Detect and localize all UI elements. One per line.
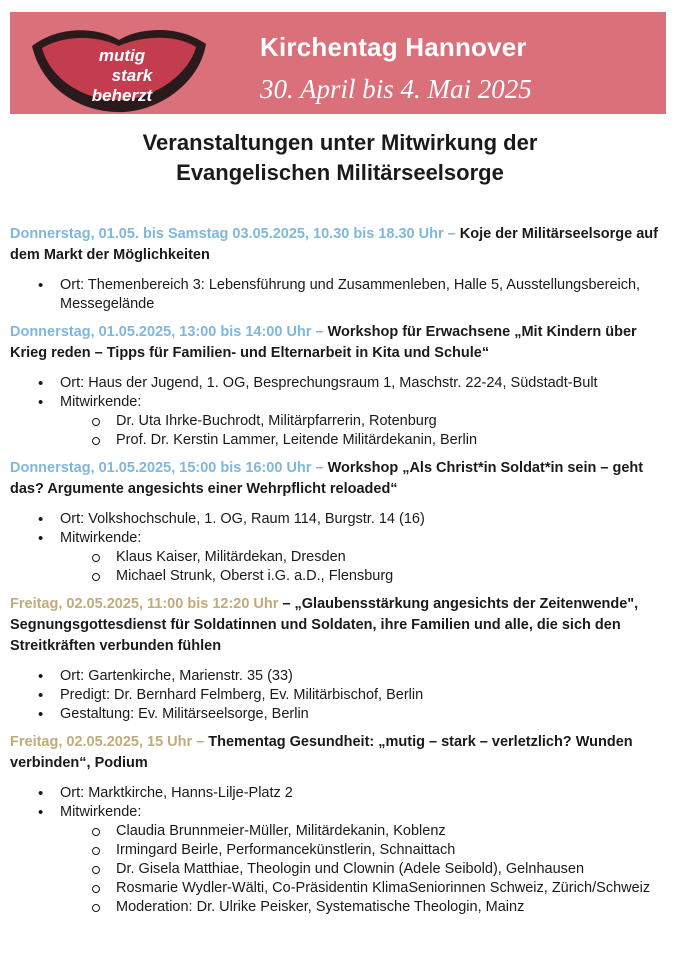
event-preacher: • Predigt: Dr. Bernhard Felmberg, Ev. Militärbischof, Berlin <box>38 686 670 705</box>
logo-word-3: beherzt <box>91 86 153 105</box>
event-participants <box>38 529 670 586</box>
banner-title: Kirchentag Hannover <box>260 32 527 62</box>
participant: Klaus Kaiser, Militärdekan, Dresden <box>90 548 670 567</box>
event-heading <box>10 732 670 774</box>
event-location: • Ort: Themenbereich 3: Lebensführung und Zusammenleben, Halle 5, Ausstellungsbereich, Messegelände <box>38 276 670 314</box>
event-what: Workshop für Erwachsene „Mit Kindern über Krieg reden – Tipps für Familien- und Elternarbeit in Kita und Schule“ <box>10 324 637 361</box>
page-title-line1: Veranstaltungen unter Mitwirkung der <box>142 130 538 155</box>
event-heading <box>10 594 670 657</box>
event-participants <box>38 393 670 450</box>
participants-label: Mitwirkende: <box>60 394 142 410</box>
event-when: Freitag, 02.05.2025, 11:00 bis 12:20 Uhr <box>10 596 279 612</box>
event-location: • Ort: Marktkirche, Hanns-Lilje-Platz 2 <box>38 784 670 803</box>
event-participants <box>38 803 670 917</box>
event-heading <box>10 322 670 364</box>
event-what: – „Glaubensstärkung angesichts der Zeitenwende", Segnungsgottesdienst für Soldatinnen und Soldaten, ihre Familien und alle, die sich den Streitkräften verbunden fühlen <box>10 596 639 654</box>
event-when: Donnerstag, 01.05.2025, 15:00 bis 16:00 Uhr – <box>10 460 324 476</box>
page-title <box>0 128 680 188</box>
participant: Dr. Uta Ihrke-Buchrodt, Militärpfarrerin, Rotenburg <box>90 412 670 431</box>
logo-word-2: stark <box>111 66 153 85</box>
event-what: Workshop „Als Christ*in Soldat*in sein – geht das? Argumente angesichts einer Wehrpflicht reloaded“ <box>10 460 644 497</box>
event-details <box>10 276 670 314</box>
event-list <box>10 224 670 925</box>
event-details <box>10 510 670 586</box>
event-when: Freitag, 02.05.2025, 15 Uhr – <box>10 734 205 750</box>
participants-list <box>60 412 670 450</box>
event-details <box>10 667 670 724</box>
event-heading <box>10 458 670 500</box>
participant: Rosmarie Wydler-Wälti, Co-Präsidentin KlimaSeniorinnen Schweiz, Zürich/Schweiz <box>90 879 670 898</box>
page-title-line2: Evangelischen Militärseelsorge <box>176 160 504 185</box>
logo-word-1: mutig <box>98 46 146 65</box>
lips-logo <box>24 16 214 114</box>
event-details <box>10 784 670 917</box>
participant: Prof. Dr. Kerstin Lammer, Leitende Militärdekanin, Berlin <box>90 431 670 450</box>
banner-dates: 30. April bis 4. Mai 2025 <box>260 74 532 104</box>
event-5 <box>10 732 670 917</box>
participant: Moderation: Dr. Ulrike Peisker, Systematische Theologin, Mainz <box>90 898 670 917</box>
participant: Dr. Gisela Matthiae, Theologin und Clownin (Adele Seibold), Gelnhausen <box>90 860 670 879</box>
participants-list <box>60 822 670 917</box>
event-when: Donnerstag, 01.05. bis Samstag 03.05.2025, 10.30 bis 18.30 Uhr – <box>10 226 456 242</box>
participants-label: Mitwirkende: <box>60 804 142 820</box>
event-1 <box>10 224 670 314</box>
event-2 <box>10 322 670 450</box>
participant: Irmingard Beirle, Performancekünstlerin, Schnaittach <box>90 841 670 860</box>
event-what: Koje der Militärseelsorge auf dem Markt der Möglichkeiten <box>10 226 658 263</box>
participant: Michael Strunk, Oberst i.G. a.D., Flensburg <box>90 567 670 586</box>
participants-list <box>60 548 670 586</box>
event-what: Thementag Gesundheit: „mutig – stark – verletzlich? Wunden verbinden“, Podium <box>10 734 633 771</box>
event-location: • Ort: Gartenkirche, Marienstr. 35 (33) <box>38 667 670 686</box>
participants-label: Mitwirkende: <box>60 530 142 546</box>
event-heading <box>10 224 670 266</box>
event-location: • Ort: Volkshochschule, 1. OG, Raum 114, Burgstr. 14 (16) <box>38 510 670 529</box>
event-4 <box>10 594 670 724</box>
event-organizer: • Gestaltung: Ev. Militärseelsorge, Berlin <box>38 705 670 724</box>
event-3 <box>10 458 670 586</box>
event-location: • Ort: Haus der Jugend, 1. OG, Besprechungsraum 1, Maschstr. 22-24, Südstadt-Bult <box>38 374 670 393</box>
participant: Claudia Brunnmeier-Müller, Militärdekanin, Koblenz <box>90 822 670 841</box>
event-when: Donnerstag, 01.05.2025, 13:00 bis 14:00 Uhr – <box>10 324 324 340</box>
header-banner <box>10 12 666 114</box>
event-details <box>10 374 670 450</box>
